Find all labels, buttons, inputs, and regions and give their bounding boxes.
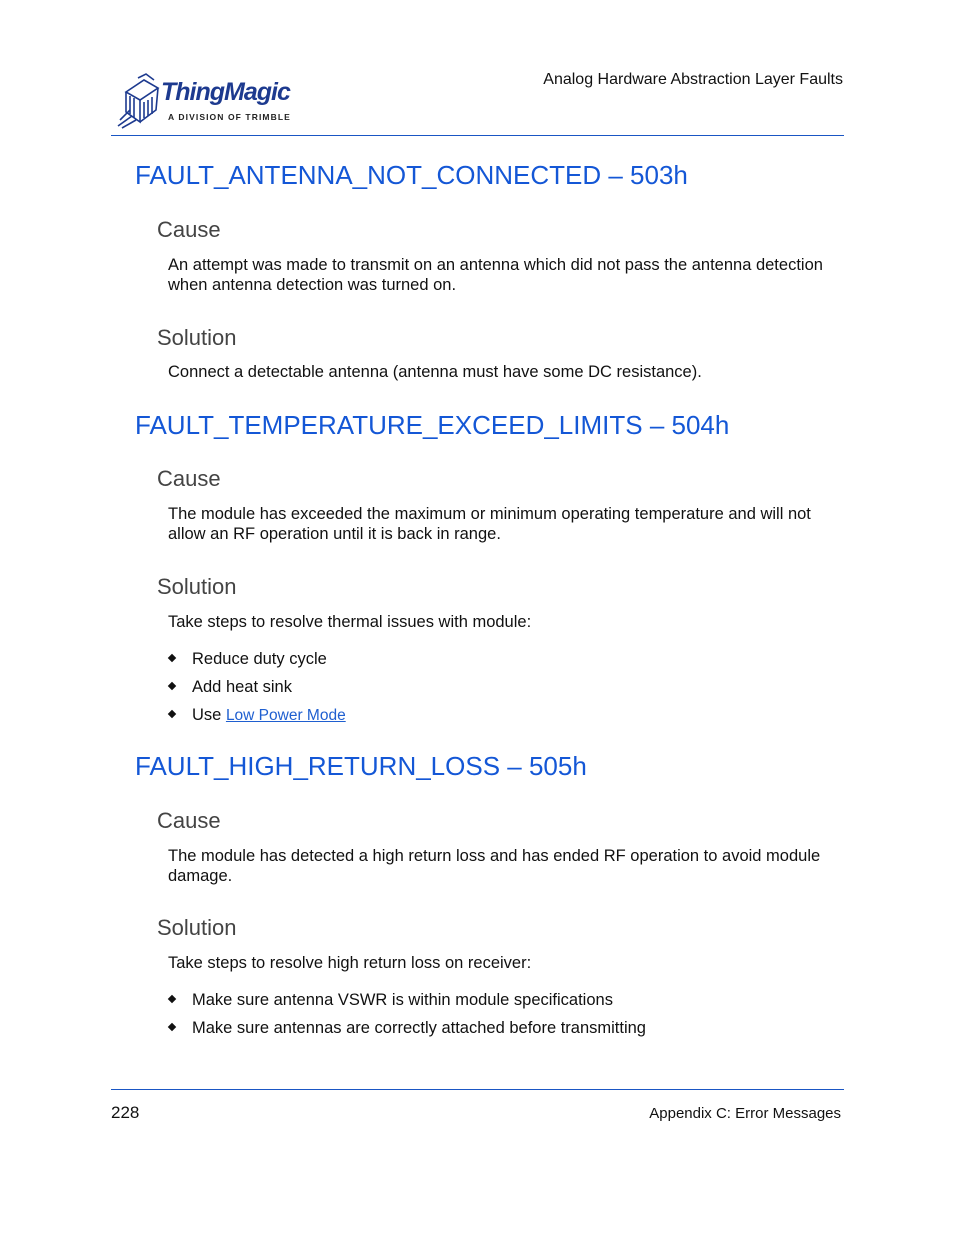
bullet-diamond-icon [168,710,176,718]
logo-subtitle: A DIVISION OF TRIMBLE [168,112,291,122]
cause-heading: Cause [157,466,221,491]
bullet-diamond-icon [168,682,176,690]
running-header-title: Analog Hardware Abstraction Layer Faults [543,71,843,88]
logo-mark-icon [116,72,164,130]
cause-text: An attempt was made to transmit on an antenna which did not pass the antenna detection when antenna detection was turned on. [168,256,823,294]
list-item [168,649,327,669]
footer-chapter-title: Appendix C: Error Messages [649,1105,841,1122]
solution-text: Take steps to resolve high return loss on receiver: [168,954,532,972]
solution-text: Connect a detectable antenna (antenna must have some DC resistance). [168,363,702,381]
cause-heading: Cause [157,217,221,242]
header-divider [111,135,844,136]
cause-text: The module has detected a high return loss and has ended RF operation to avoid module damage. [168,847,821,885]
cause-heading: Cause [157,808,221,833]
solution-heading: Solution [157,915,237,940]
logo-wordmark: ThingMagic [161,78,290,106]
list-item [168,677,292,697]
solution-heading: Solution [157,325,237,350]
section-title-504h: FAULT_TEMPERATURE_EXCEED_LIMITS – 504h [135,410,730,440]
thingmagic-logo [116,72,316,132]
bullet-diamond-icon [168,1023,176,1031]
list-item-text: Make sure antenna VSWR is within module specifications [192,991,613,1009]
list-item-text: Add heat sink [192,678,292,696]
list-item-text: Reduce duty cycle [192,650,327,668]
footer-divider [111,1089,844,1090]
section-title-505h: FAULT_HIGH_RETURN_LOSS – 505h [135,751,587,781]
page-number: 228 [111,1103,140,1122]
list-item-text: Make sure antennas are correctly attached before transmitting [192,1019,646,1037]
cause-text: The module has exceeded the maximum or minimum operating temperature and will not allow an RF operation until it is back in range. [168,505,811,543]
list-item [168,1018,646,1038]
bullet-diamond-icon [168,995,176,1003]
low-power-mode-link[interactable]: Low Power Mode [225,707,346,724]
bullet-diamond-icon [168,654,176,662]
list-item-text: Use [192,706,222,724]
solution-text: Take steps to resolve thermal issues with module: [168,613,532,631]
list-item [168,705,346,726]
list-item [168,990,613,1010]
solution-heading: Solution [157,574,237,599]
section-title-503h: FAULT_ANTENNA_NOT_CONNECTED – 503h [135,160,688,190]
